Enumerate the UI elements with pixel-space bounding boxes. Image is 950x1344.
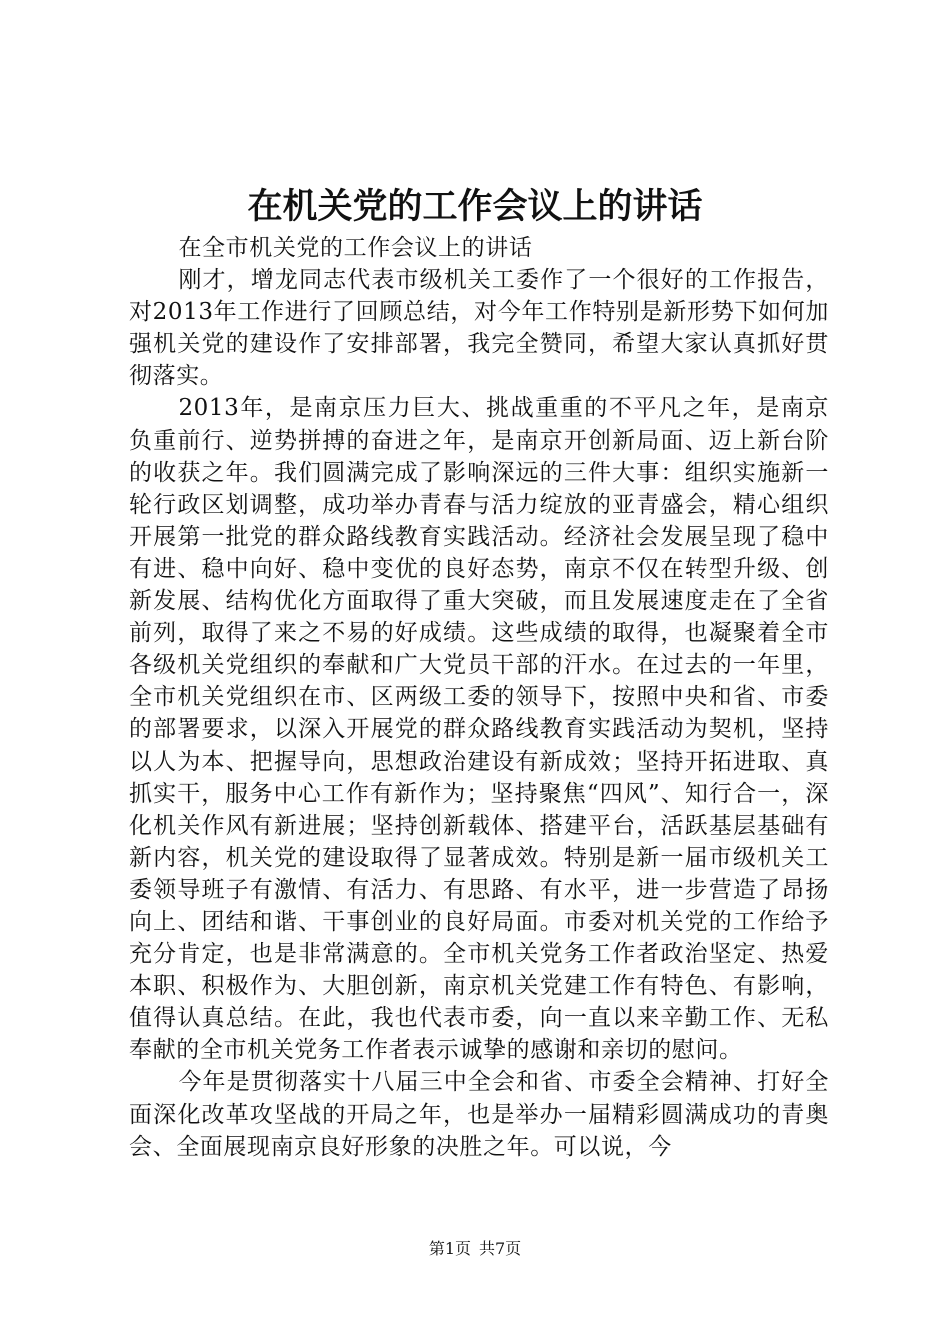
paragraph: 刚才，增龙同志代表市级机关工委作了一个很好的工作报告，对2013年工作进行了回顾总结，对今年工作特别是新形势下如何加强机关党的建设作了安排部署，我完全赞同，希望大家认真抓好贯彻落实。 xyxy=(129,267,829,390)
document-body xyxy=(129,232,829,1163)
paragraph: 2013年，是南京压力巨大、挑战重重的不平凡之年，是南京负重前行、逆势拼搏的奋进之年，是南京开创新局面、迈上新台阶的收获之年。我们圆满完成了影响深远的三件大事：组织实施新一轮行政区划调整，成功举办青春与活力绽放的亚青盛会，精心组织开展第一批党的群众路线教育实践活动。经济社会发展呈现了稳中有进、稳中向好、稳中变优的良好态势，南京不仅在转型升级、创新发展、结构优化方面取得了重大突破，而且发展速度走在了全省前列，取得了来之不易的好成绩。这些成绩的取得，也凝聚着全市各级机关党组织的奉献和广大党员干部的汗水。在过去的一年里，全市机关党组织在市、区两级工委的领导下，按照中央和省、市委的部署要求，以深入开展党的群众路线教育实践活动为契机，坚持以人为本、把握导向，思想政治建设有新成效；坚持开拓进取、真抓实干，服务中心工作有新作为；坚持聚焦“四风”、知行合一，深化机关作风有新进展；坚持创新载体、搭建平台，活跃基层基础有新内容，机关党的建设取得了显著成效。特别是新一届市级机关工委领导班子有激情、有活力、有思路、有水平，进一步营造了昂扬向上、团结和谐、干事创业的良好局面。市委对机关党的工作给予充分肯定，也是非常满意的。全市机关党务工作者政治坚定、热爱本职、积极作为、大胆创新，南京机关党建工作有特色、有影响，值得认真总结。在此，我也代表市委，向一直以来辛勤工作、无私奉献的全市机关党务工作者表示诚挚的感谢和亲切的慰问。 xyxy=(129,395,829,1064)
page-number: 第1页 xyxy=(428,1239,471,1258)
document-title: 在机关党的工作会议上的讲话 xyxy=(247,186,703,227)
page-footer xyxy=(0,1238,950,1260)
paragraph-subtitle: 在全市机关党的工作会议上的讲话 xyxy=(178,235,533,261)
page-total: 共7页 xyxy=(479,1239,522,1258)
paragraph: 今年是贯彻落实十八届三中全会和省、市委全会精神、打好全面深化改革攻坚战的开局之年，也是举办一届精彩圆满成功的青奥会、全面展现南京良好形象的决胜之年。可以说，今 xyxy=(129,1069,829,1160)
